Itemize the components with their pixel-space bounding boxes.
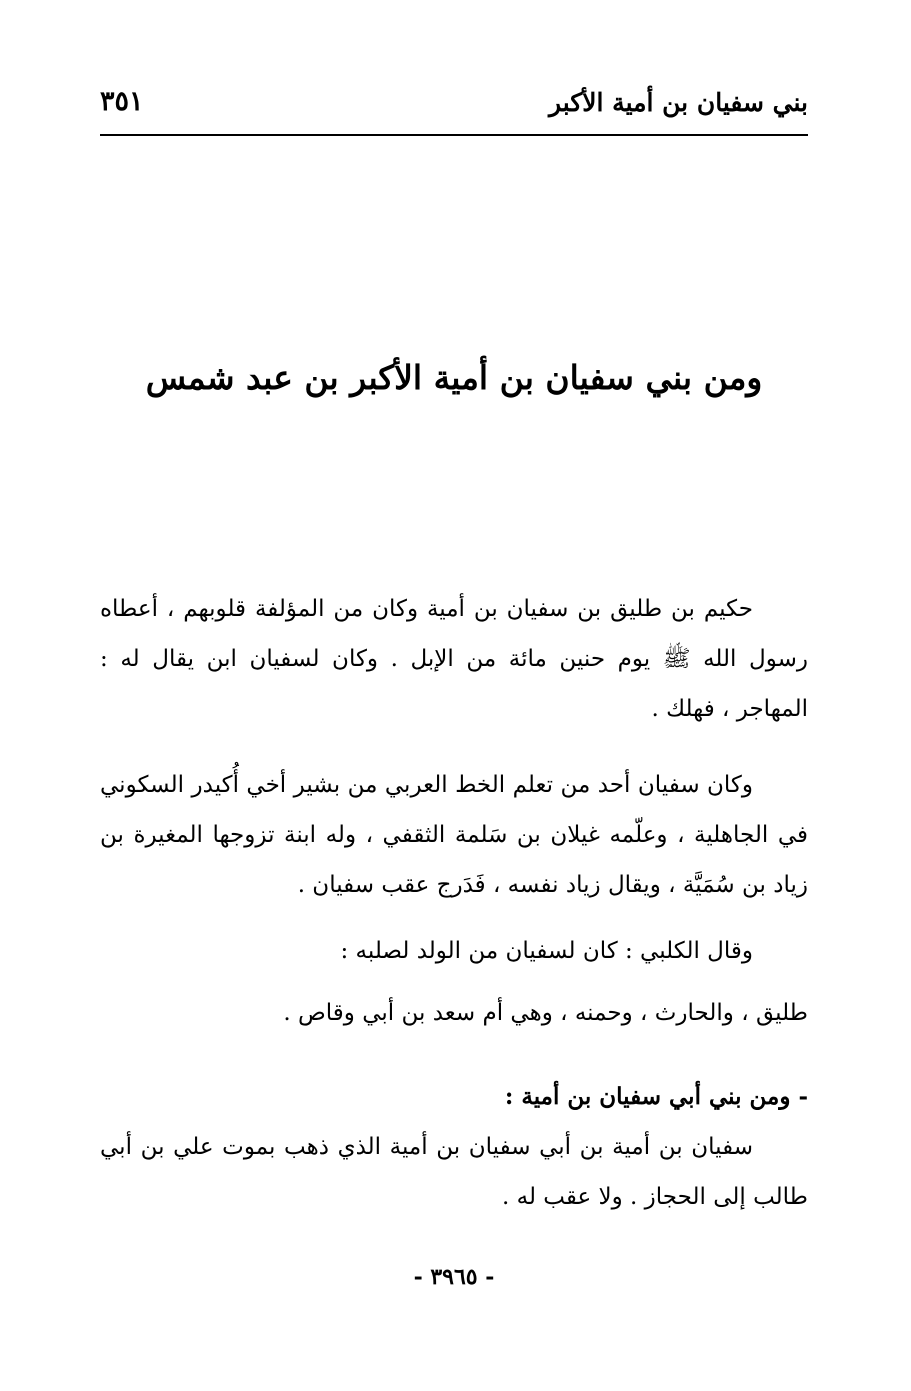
paragraph-1 bbox=[100, 584, 808, 734]
text-line: حكيم بن طليق بن سفيان بن أمية وكان من المؤلفة قلوبهم ، أعطاه bbox=[100, 596, 753, 622]
text-line: في الجاهلية ، وعلّمه غيلان بن سَلمة الثقفي ، وله ابنة تزوجها المغيرة بن bbox=[100, 822, 808, 848]
page-header bbox=[100, 84, 808, 136]
paragraph-4 bbox=[100, 988, 808, 1038]
text-line: المهاجر ، فهلك . bbox=[651, 696, 808, 722]
section-heading: - ومن بني أبي سفيان بن أمية : bbox=[504, 1083, 808, 1110]
text-line: وقال الكلبي : كان لسفيان من الولد لصلبه : bbox=[340, 938, 753, 964]
page-number: ٣٥١ bbox=[100, 86, 144, 117]
text-line: رسول الله ﷺ يوم حنين مائة من الإبل . وكان لسفيان ابن يقال له : bbox=[100, 646, 808, 672]
text-line: سفيان بن أمية بن أبي سفيان بن أمية الذي ذهب بموت علي بن أبي bbox=[100, 1134, 753, 1160]
paragraph-3 bbox=[100, 926, 808, 976]
section bbox=[100, 1072, 808, 1222]
text-line: زياد بن سُمَيَّة ، ويقال زياد نفسه ، فَدَرج عقب سفيان . bbox=[297, 872, 808, 898]
running-title: بني سفيان بن أمية الأكبر bbox=[549, 88, 808, 117]
footer-page-number: - ٣٩٦٥ - bbox=[413, 1264, 495, 1290]
chapter-title: ومن بني سفيان بن أمية الأكبر بن عبد شمس bbox=[145, 358, 763, 397]
paragraph-2 bbox=[100, 760, 808, 910]
text-line: طليق ، والحارث ، وحمنه ، وهي أم سعد بن أبي وقاص . bbox=[283, 1000, 808, 1026]
text-line: طالب إلى الحجاز . ولا عقب له . bbox=[502, 1184, 808, 1210]
text-line: وكان سفيان أحد من تعلم الخط العربي من بشير أخي أُكيدر السكوني bbox=[100, 772, 753, 798]
